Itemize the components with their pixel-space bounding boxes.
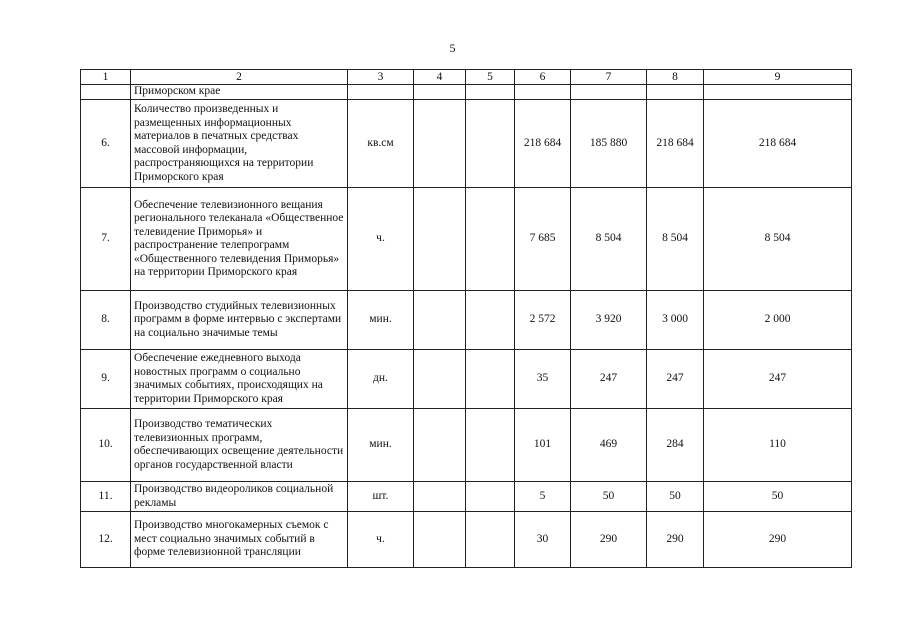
unit-cell: шт. [348, 482, 414, 512]
value-cell [414, 482, 466, 512]
table-row [81, 409, 852, 482]
unit-cell: мин. [348, 409, 414, 482]
value-cell: 50 [704, 482, 852, 512]
value-cell [466, 85, 515, 100]
indicators-table [80, 69, 852, 568]
row-name-cell: Приморском крае [131, 85, 348, 100]
value-cell: 50 [571, 482, 647, 512]
value-cell [466, 100, 515, 188]
row-name-cell: Количество произведенных и размещенных информационных материалов в печатных средствах массовой информации, распространяющихся на территории Приморского края [131, 100, 348, 188]
table-row [81, 482, 852, 512]
header-cell: 2 [131, 70, 348, 85]
unit-cell: ч. [348, 188, 414, 291]
value-cell: 2 000 [704, 291, 852, 350]
table-row [81, 100, 852, 188]
value-cell [414, 512, 466, 568]
unit-cell: кв.см [348, 100, 414, 188]
value-cell: 247 [704, 350, 852, 409]
value-cell: 101 [515, 409, 571, 482]
value-cell: 5 [515, 482, 571, 512]
row-number-cell: 7. [81, 188, 131, 291]
value-cell: 110 [704, 409, 852, 482]
row-number-cell: 6. [81, 100, 131, 188]
header-cell: 6 [515, 70, 571, 85]
value-cell: 218 684 [515, 100, 571, 188]
row-name-cell: Обеспечение телевизионного вещания регионального телеканала «Общественное телевидение Приморья» и распространение телепрограмм «Общественного телевидения Приморья» на территории Приморского края [131, 188, 348, 291]
value-cell [466, 482, 515, 512]
row-number-cell [81, 85, 131, 100]
header-row [81, 70, 852, 85]
row-number-cell: 9. [81, 350, 131, 409]
row-number-cell: 8. [81, 291, 131, 350]
value-cell [466, 409, 515, 482]
value-cell: 8 504 [571, 188, 647, 291]
unit-cell [348, 85, 414, 100]
page-number: 5 [449, 41, 456, 55]
value-cell: 35 [515, 350, 571, 409]
table-row [81, 85, 852, 100]
row-name-cell: Производство многокамерных съемок с мест социально значимых событий в форме телевизионной трансляции [131, 512, 348, 568]
value-cell [414, 85, 466, 100]
header-cell: 4 [414, 70, 466, 85]
header-cell: 1 [81, 70, 131, 85]
value-cell: 8 504 [704, 188, 852, 291]
row-name-cell: Производство видеороликов социальной рекламы [131, 482, 348, 512]
value-cell: 469 [571, 409, 647, 482]
value-cell [704, 85, 852, 100]
value-cell: 247 [647, 350, 704, 409]
row-name-cell: Производство тематических телевизионных программ, обеспечивающих освещение деятельности органов государственной власти [131, 409, 348, 482]
value-cell: 218 684 [647, 100, 704, 188]
unit-cell: мин. [348, 291, 414, 350]
value-cell [515, 85, 571, 100]
value-cell [414, 100, 466, 188]
row-name-cell: Обеспечение ежедневного выхода новостных программ о социально значимых событиях, происходящих на территории Приморского края [131, 350, 348, 409]
value-cell [571, 85, 647, 100]
value-cell [466, 188, 515, 291]
row-number-cell: 10. [81, 409, 131, 482]
table-row [81, 350, 852, 409]
value-cell [414, 188, 466, 291]
value-cell [414, 409, 466, 482]
value-cell: 30 [515, 512, 571, 568]
value-cell [414, 291, 466, 350]
value-cell: 290 [647, 512, 704, 568]
table-row [81, 512, 852, 568]
unit-cell: дн. [348, 350, 414, 409]
value-cell: 290 [571, 512, 647, 568]
row-number-cell: 11. [81, 482, 131, 512]
header-cell: 8 [647, 70, 704, 85]
row-name-cell: Производство студийных телевизионных программ в форме интервью с экспертами на социально значимые темы [131, 291, 348, 350]
table-row [81, 291, 852, 350]
value-cell: 3 000 [647, 291, 704, 350]
unit-cell: ч. [348, 512, 414, 568]
value-cell: 185 880 [571, 100, 647, 188]
value-cell [647, 85, 704, 100]
value-cell: 2 572 [515, 291, 571, 350]
value-cell [414, 350, 466, 409]
value-cell: 3 920 [571, 291, 647, 350]
table-row [81, 188, 852, 291]
value-cell: 50 [647, 482, 704, 512]
value-cell: 7 685 [515, 188, 571, 291]
value-cell: 8 504 [647, 188, 704, 291]
header-cell: 3 [348, 70, 414, 85]
row-number-cell: 12. [81, 512, 131, 568]
header-cell: 5 [466, 70, 515, 85]
value-cell [466, 512, 515, 568]
value-cell: 290 [704, 512, 852, 568]
header-cell: 9 [704, 70, 852, 85]
header-cell: 7 [571, 70, 647, 85]
value-cell: 247 [571, 350, 647, 409]
value-cell: 284 [647, 409, 704, 482]
value-cell [466, 291, 515, 350]
value-cell: 218 684 [704, 100, 852, 188]
value-cell [466, 350, 515, 409]
